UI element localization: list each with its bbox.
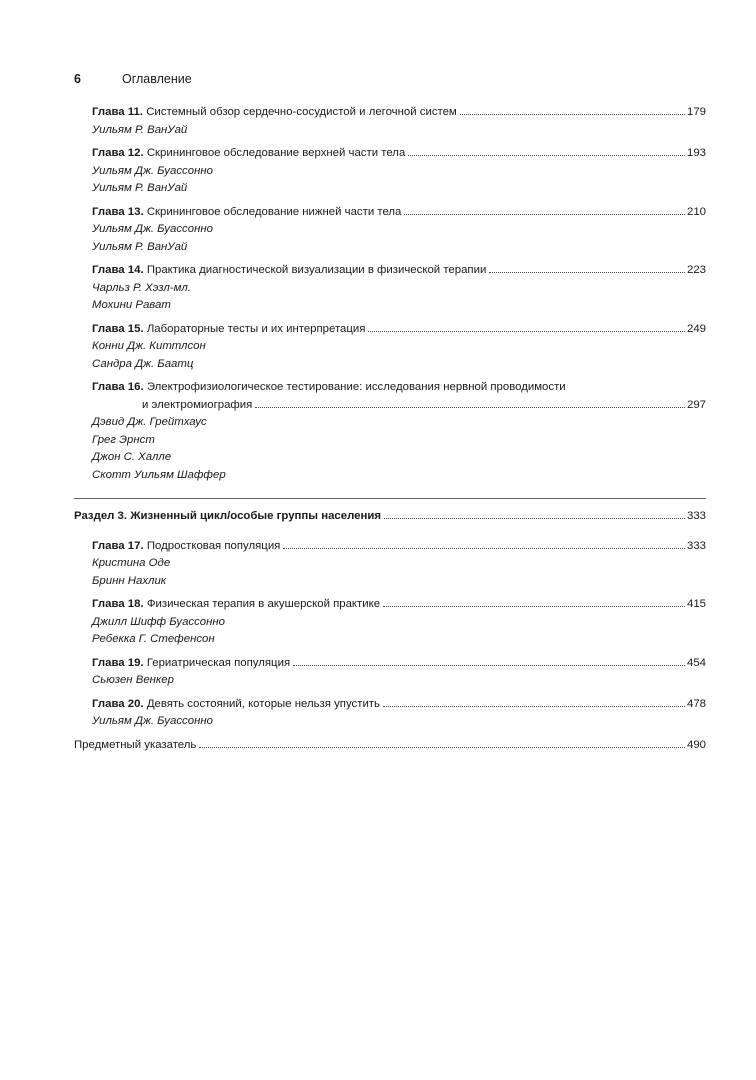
page-ref: 478 [686,697,706,710]
author: Уильям Дж. Буассонно [92,715,213,727]
author: Сьюзен Венкер [92,674,174,686]
toc-line [92,321,706,339]
toc-entry-chapter[interactable] [92,262,706,315]
toc-entry-index[interactable] [74,737,706,755]
chapter-title: Физическая терапия в акушерской практике [146,598,381,610]
toc-line [92,145,706,163]
author: Чарльз Р. Хэзл-мл. [92,281,191,294]
toc-line [92,204,706,222]
toc-line [92,397,706,415]
page-ref: 297 [686,398,706,411]
toc-entry-chapter[interactable] [92,696,706,731]
chapter-title: Электрофизиологическое тестирование: исследования нервной проводимости [146,381,566,393]
chapter-title: Скрининговое обследование нижней части тела [146,205,402,218]
leader-dots [255,406,685,408]
leader-dots [383,705,685,707]
section-divider [74,498,706,499]
author: Джон С. Халле [92,451,172,463]
page-ref: 249 [686,322,706,335]
toc-line [92,104,706,122]
author: Кристина Оде [92,557,171,569]
chapter-title: Девять состояний, которые нельзя упустить [146,697,380,710]
toc-line [92,696,706,714]
leader-dots [404,213,685,215]
leader-dots [293,664,685,666]
author: Скотт Уильям Шаффер [92,468,226,481]
page-ref: 193 [686,147,706,159]
toc-line [92,596,706,614]
chapter-label: Глава 14. [92,264,144,276]
chapter-label: Глава 12. [92,147,144,159]
author: Дэвид Дж. Грейтхаус [92,416,207,428]
chapter-label: Глава 16. [92,381,144,393]
toc-line [92,538,706,556]
toc-entry-chapter[interactable] [92,538,706,591]
chapter-title: Лабораторные тесты и их интерпретация [146,322,366,335]
toc-entry-chapter[interactable] [92,655,706,690]
author: Грег Эрнст [92,433,155,446]
toc [74,104,706,754]
chapter-label: Глава 17. [92,539,144,552]
running-header [74,72,192,86]
author: Уильям Р. ВанУай [92,240,188,253]
page-ref: 179 [686,106,706,118]
page-number: 6 [74,72,81,86]
toc-entry-section-3[interactable] [74,508,706,526]
chapter-title: Подростковая популяция [146,539,281,552]
chapter-label: Глава 19. [92,656,144,669]
page-ref: 490 [686,738,706,751]
chapter-title: Гериатрическая популяция [146,656,291,669]
author: Бринн Нахлик [92,574,167,587]
leader-dots [489,271,685,273]
toc-line [92,655,706,673]
author: Уильям Дж. Буассонно [92,164,213,177]
chapter-label: Глава 13. [92,205,144,218]
chapter-title: Скрининговое обследование верхней части тела [146,147,406,159]
page-ref: 415 [686,598,706,610]
chapter-title-continued: и электромиография [142,398,253,411]
chapter-title: Системный обзор сердечно-сосудистой и легочной систем [146,106,457,118]
toc-entry-chapter[interactable] [92,321,706,374]
page-ref: 454 [686,656,706,669]
toc-line [92,262,706,280]
index-title: Предметный указатель [74,738,197,751]
author: Уильям Р. ВанУай [92,182,188,194]
chapter-label: Глава 15. [92,322,144,335]
leader-dots [408,154,685,156]
chapter-label: Глава 18. [92,598,144,610]
toc-entry-chapter[interactable] [92,145,706,198]
leader-dots [199,746,685,748]
leader-dots [460,113,685,115]
chapter-label: Глава 20. [92,697,144,710]
leader-dots [283,547,685,549]
section-title: Раздел 3. Жизненный цикл/особые группы населения [74,510,382,522]
author: Сандра Дж. Баатц [92,357,194,370]
toc-entry-chapter-16[interactable] [92,379,706,484]
leader-dots [384,517,685,519]
author: Уильям Дж. Буассонно [92,223,213,235]
page-ref: 223 [686,264,706,276]
toc-entry-chapter[interactable] [92,204,706,257]
leader-dots [368,330,685,332]
author: Ребекка Г. Стефенсон [92,633,215,645]
chapter-label: Глава 11. [92,106,144,118]
author: Конни Дж. Киттлсон [92,340,206,352]
page-ref: 333 [686,510,706,522]
author: Джилл Шифф Буассонно [92,615,226,628]
leader-dots [383,605,685,607]
chapter-title: Практика диагностической визуализации в физической терапии [146,264,487,276]
page-ref: 210 [686,205,706,218]
author: Мохини Рават [92,299,171,311]
toc-line [92,379,706,397]
running-title: Оглавление [122,72,192,86]
toc-entry-chapter[interactable] [92,104,706,139]
page-ref: 333 [686,539,706,552]
toc-entry-chapter[interactable] [92,596,706,649]
author: Уильям Р. ВанУай [92,123,188,136]
